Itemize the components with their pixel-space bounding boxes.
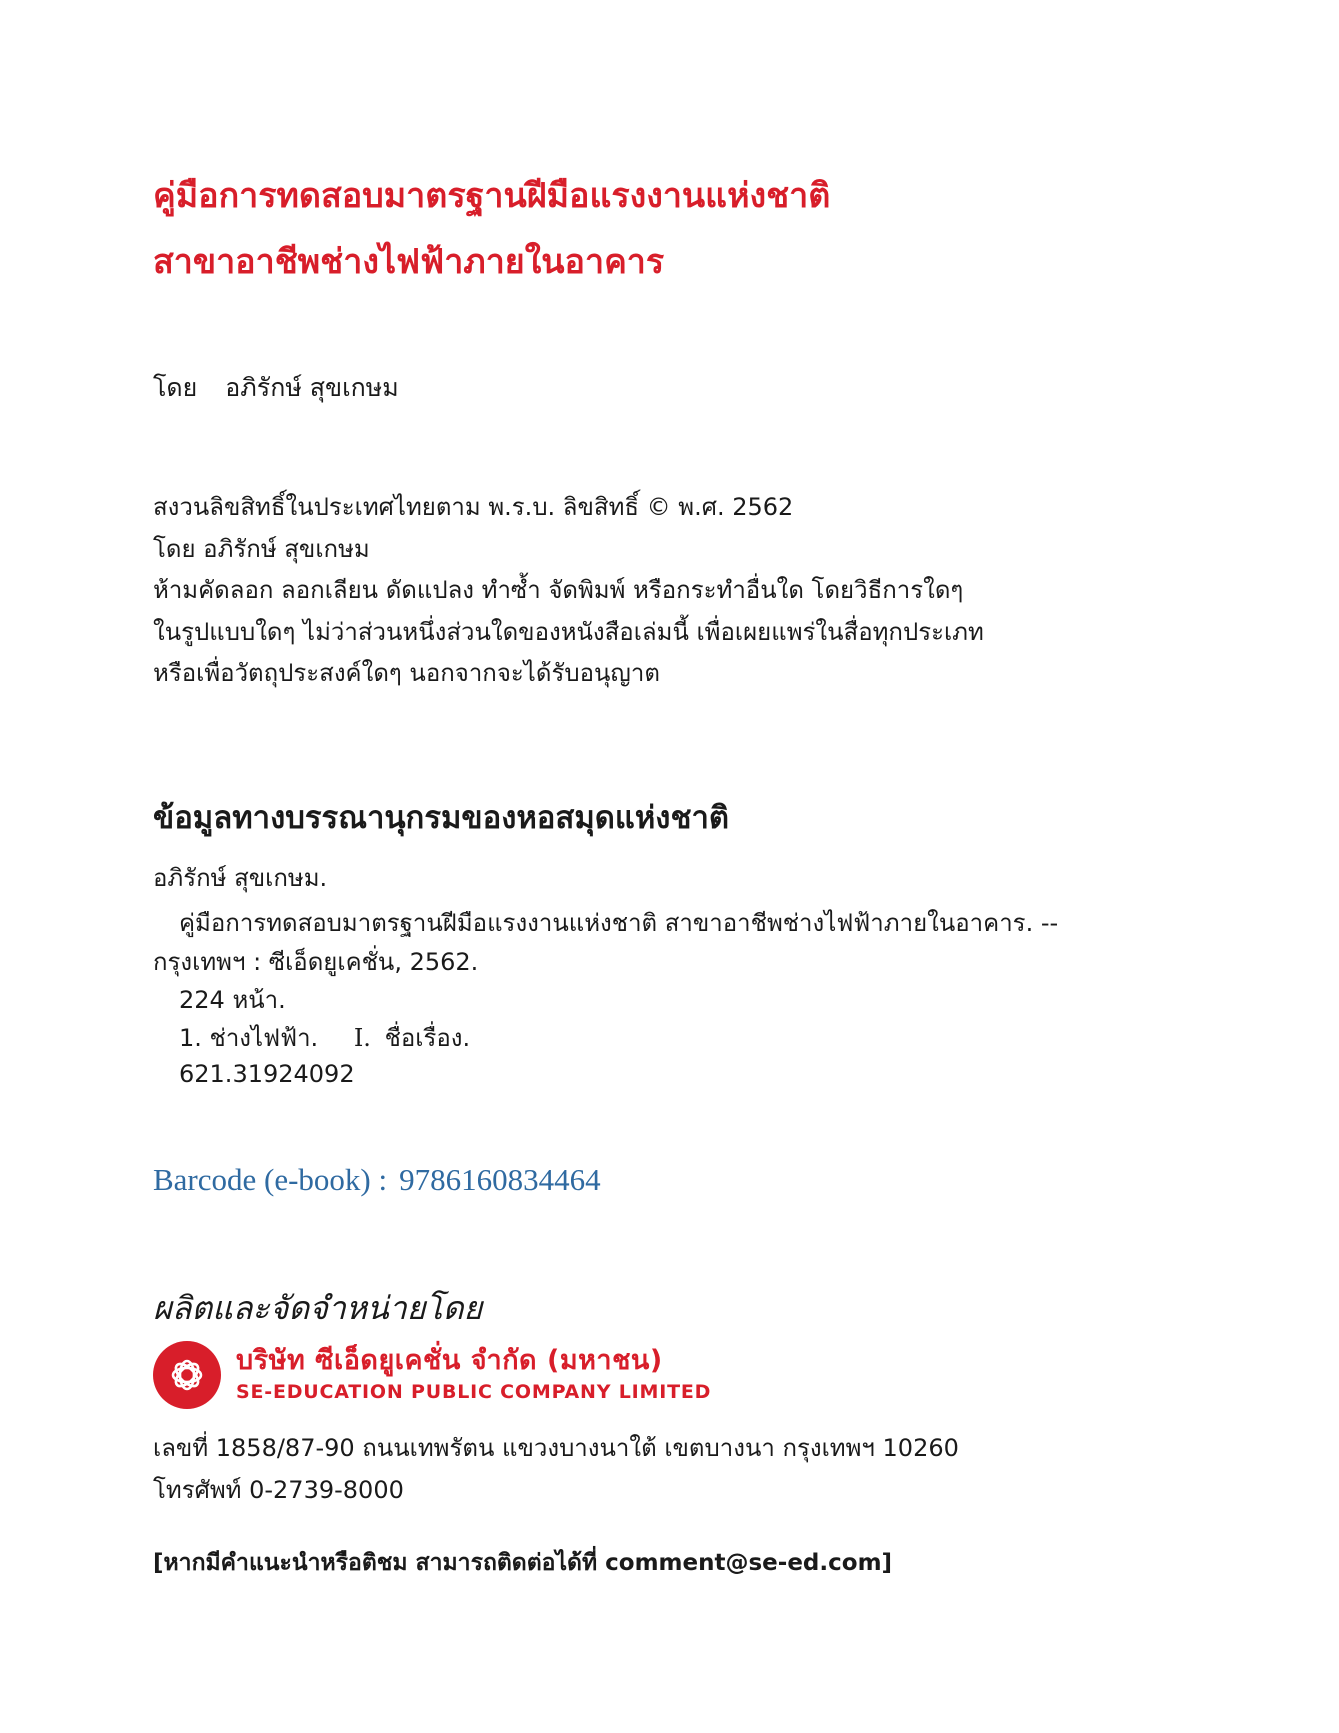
feedback-contact: [หากมีคำแนะนำหรือติชม สามารถติดต่อได้ที่ comment@se-ed.com] xyxy=(153,1550,893,1576)
cip-publisher: กรุงเทพฯ : ซีเอ็ดยูเคชั่น, 2562. xyxy=(153,948,479,976)
book-title-line-1: คู่มือการทดสอบมาตรฐานฝีมือแรงงานแห่งชาติ xyxy=(153,176,831,216)
cip-title-label: ชื่อเรื่อง. xyxy=(384,1024,471,1052)
address-street: เลขที่ 1858/87-90 ถนนเทพรัตน แขวงบางนาใต้ เขตบางนา กรุงเทพฯ 10260 xyxy=(153,1434,959,1462)
copyright-line: ในรูปแบบใดๆ ไม่ว่าส่วนหนึ่งส่วนใดของหนังสือเล่มนี้ เพื่อเผยแพร่ในสื่อทุกประเภท xyxy=(153,617,984,646)
cip-subject: 1. ช่างไฟฟ้า. xyxy=(179,1024,319,1052)
book-title-line-2: สาขาอาชีพช่างไฟฟ้าภายในอาคาร xyxy=(153,242,665,282)
copyright-line: ห้ามคัดลอก ลอกเลียน ดัดแปลง ทำซ้ำ จัดพิมพ์ หรือกระทำอื่นใด โดยวิธีการใดๆ xyxy=(153,576,964,604)
company-name-thai: บริษัท ซีเอ็ดยูเคชั่น จำกัด (มหาชน) xyxy=(236,1345,663,1376)
cip-title: คู่มือการทดสอบมาตรฐานฝีมือแรงงานแห่งชาติ สาขาอาชีพช่างไฟฟ้าภายในอาคาร. -- xyxy=(179,909,1059,937)
author-line xyxy=(153,368,399,408)
copyright-line: สงวนลิขสิทธิ์ในประเทศไทยตาม พ.ร.บ. ลิขสิทธิ์ © พ.ศ. 2562 xyxy=(153,493,794,521)
copyright-line: หรือเพื่อวัตถุประสงค์ใดๆ นอกจากจะได้รับอนุญาต xyxy=(153,659,660,687)
barcode-label: Barcode (e-book) : xyxy=(153,1162,388,1197)
cip-roman-numeral: I. xyxy=(353,1024,371,1052)
company-name-english: SE-EDUCATION PUBLIC COMPANY LIMITED xyxy=(236,1381,712,1403)
cip-classification: 621.31924092 xyxy=(179,1060,355,1088)
barcode-line xyxy=(153,1162,601,1198)
cip-pages: 224 หน้า. xyxy=(179,986,286,1014)
author-name: อภิรักษ์ สุขเกษม xyxy=(225,373,399,402)
publisher-address xyxy=(153,1427,959,1511)
cip-heading: ข้อมูลทางบรรณานุกรมของหอสมุดแห่งชาติ xyxy=(153,800,730,836)
producer-label: ผลิตและจัดจำหน่ายโดย xyxy=(153,1289,483,1327)
copyright-line: โดย อภิรักษ์ สุขเกษม xyxy=(153,534,370,563)
cip-subjects xyxy=(179,1018,470,1057)
cip-author: อภิรักษ์ สุขเกษม. xyxy=(153,864,328,892)
address-phone: โทรศัพท์ 0-2739-8000 xyxy=(153,1476,404,1504)
barcode-number: 9786160834464 xyxy=(399,1162,601,1197)
author-by-label: โดย xyxy=(153,373,198,402)
se-ed-logo-icon xyxy=(152,1340,222,1410)
copyright-notice xyxy=(153,487,984,695)
